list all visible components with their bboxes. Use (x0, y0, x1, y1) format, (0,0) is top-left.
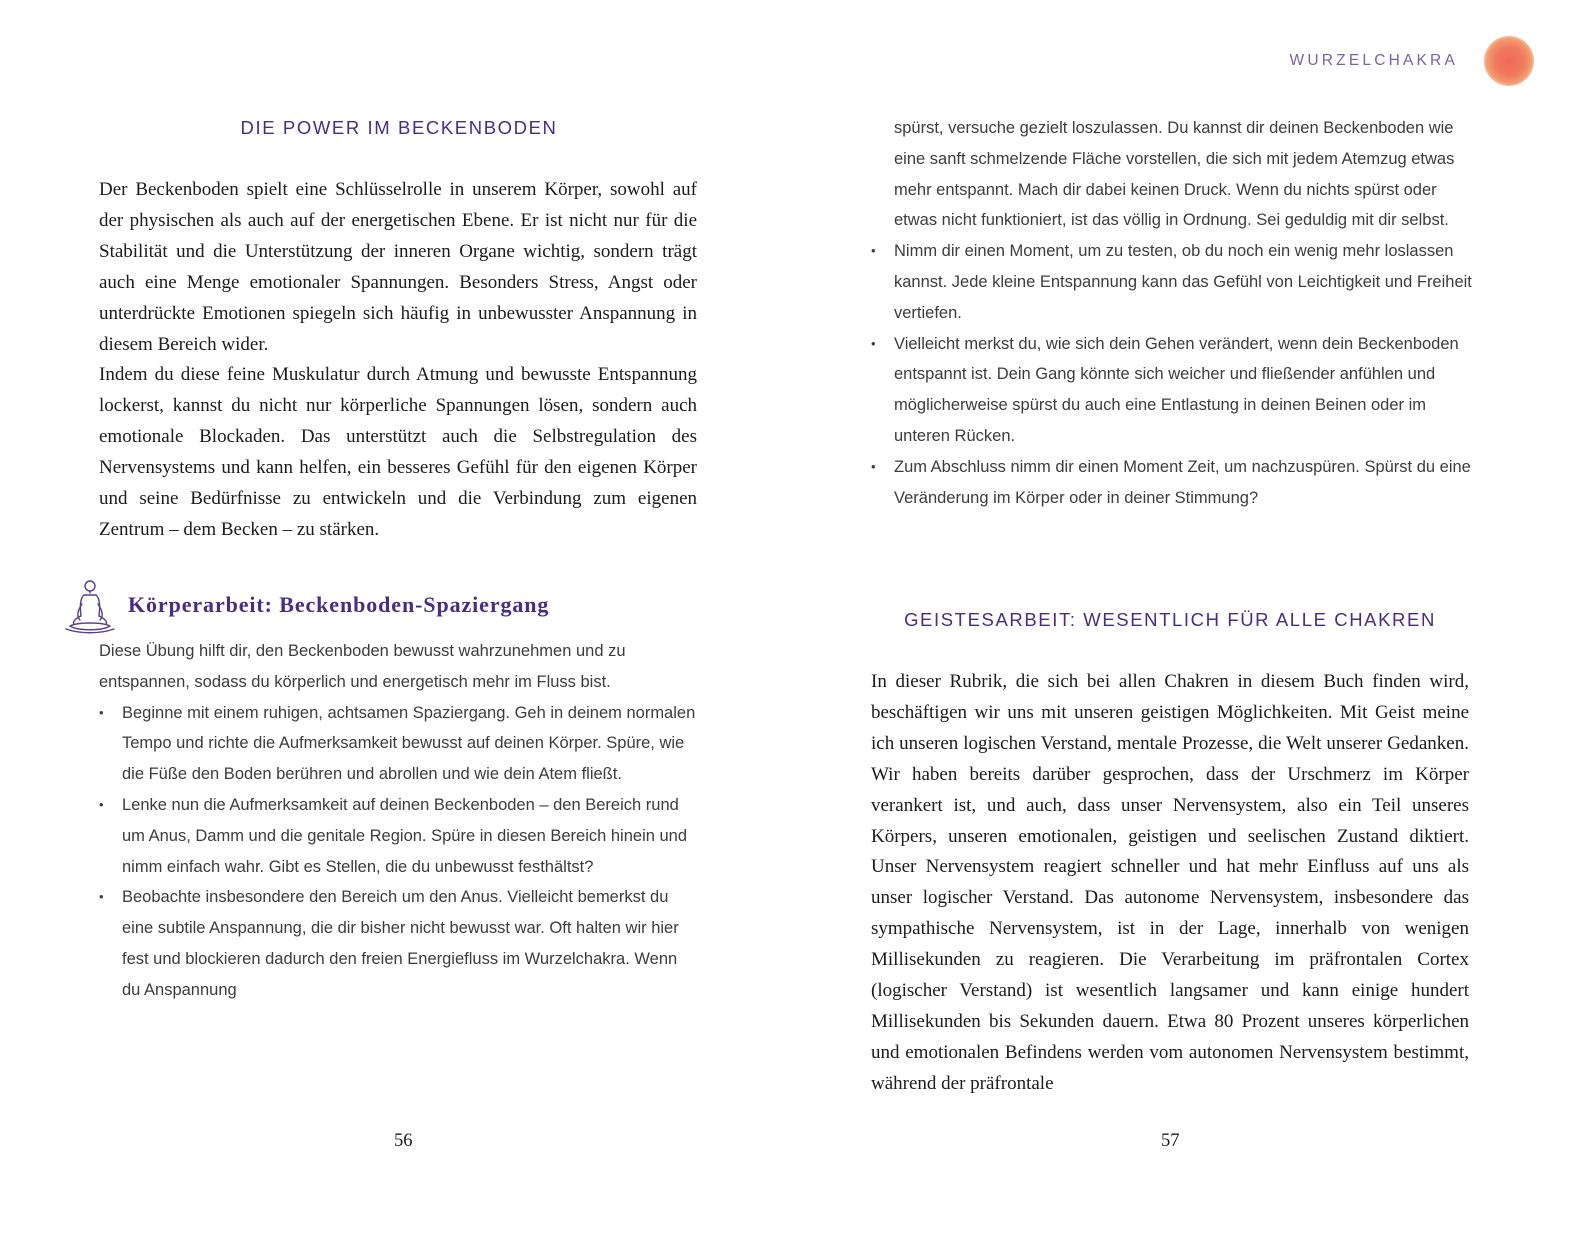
power-body-text (99, 175, 697, 546)
exercise-intro: Diese Übung hilft dir, den Beckenboden bewusst wahrzunehmen und zu entspannen, sodass du körperlich und energetisch mehr im Fluss bist. (99, 642, 626, 691)
list-item: • Beobachte insbesondere den Bereich um den Anus. Vielleicht bemerkst du eine subtile Anspannung, die dir bisher nicht bewusst war. Oft halten wir hier fest und blockieren dadurch den freien Energiefluss im Wurzelchakra. Wenn du Anspannung (99, 882, 699, 1005)
exercise-body (99, 636, 699, 1006)
list-item: • Lenke nun die Aufmerksamkeit auf deinen Beckenboden – den Bereich rund um Anus, Damm und die genitale Region. Spüre in diesen Bereich hinein und nimm einfach wahr. Gibt es Stellen, die du unbewusst festhältst? (99, 790, 699, 882)
exercise-steps (99, 698, 699, 1006)
section-heading-power: DIE POWER IM BECKENBODEN (240, 117, 558, 138)
exercise-continuation (871, 113, 1475, 513)
power-paragraph: Indem du diese feine Muskulatur durch Atmung und bewusste Entspannung lockerst, kannst du nicht nur körperliche Spannungen lösen, sondern auch emotionale Blockaden. Das unterstützt auch die Selbstregulation des Nervensystems und kann helfen, ein besseres Gefühl für den eigenen Körper und seine Bedürfnisse zu entwickeln und die Verbindung zum eigenen Zentrum – dem Becken – zu stärken. (99, 364, 697, 540)
right-page (797, 0, 1594, 1240)
list-item: • Nimm dir einen Moment, um zu testen, ob du noch ein wenig mehr loslassen kannst. Jede kleine Entspannung kann das Gefühl von Leichtigkeit und Freiheit vertiefen. (871, 236, 1475, 328)
continued-step: spürst, versuche gezielt loszulassen. Du kannst dir deinen Beckenboden wie eine sanft schmelzende Fläche vorstellen, die sich mit jedem Atemzug etwas mehr entspannt. Mach dir dabei keinen Druck. Wenn du nichts spürst oder etwas nicht funktioniert, ist das völlig in Ordnung. Sei geduldig mit dir selbst. (894, 119, 1455, 230)
list-item: • Zum Abschluss nimm dir einen Moment Zeit, um nachzuspüren. Spürst du eine Veränderung im Körper oder in deiner Stimmung? (871, 452, 1475, 514)
power-paragraph: Der Beckenboden spielt eine Schlüsselrolle in unserem Körper, sowohl auf der physischen als auch auf der energetischen Ebene. Er ist nicht nur für die Stabilität und die Unterstützung der inneren Organe wichtig, sondern trägt auch eine Menge emotionaler Spannungen. Besonders Stress, Angst oder unterdrückte Emotionen spiegeln sich häufig in unbewusster Anspannung in diesem Bereich wider. (99, 179, 697, 355)
page-number-left: 56 (394, 1131, 413, 1151)
list-item: • Vielleicht merkst du, wie sich dein Gehen verändert, wenn dein Beckenboden entspannt ist. Dein Gang könnte sich weicher und fließender anfühlen und möglicherweise spürst du auch eine Entlastung in deinen Beinen oder im unteren Rücken. (871, 329, 1475, 452)
root-chakra-marker-icon (1484, 36, 1534, 86)
running-head: WURZELCHAKRA (1289, 52, 1458, 69)
exercise-title: Körperarbeit: Beckenboden-Spaziergang (128, 592, 550, 617)
meditation-icon (62, 578, 118, 634)
section-heading-geist: GEISTESARBEIT: WESENTLICH FÜR ALLE CHAKREN (904, 609, 1436, 630)
list-item: • Beginne mit einem ruhigen, achtsamen Spaziergang. Geh in deinem normalen Tempo und richte die Aufmerksamkeit bewusst auf deinen Körper. Spüre, wie die Füße den Boden berühren und abrollen und wie dein Atem fließt. (99, 698, 699, 790)
page-number-right: 57 (1161, 1131, 1180, 1151)
geist-paragraph: In dieser Rubrik, die sich bei allen Chakren in diesem Buch finden wird, beschäftigen wir uns mit unseren geistigen Möglichkeiten. Mit Geist meine ich unseren logischen Verstand, mentale Prozesse, die Welt unserer Gedanken. Wir haben bereits darüber gesprochen, dass der Urschmerz im Körper verankert ist, und auch, dass unser Nervensystem, also ein Teil unseres Körpers, unseren emotionalen, geistigen und seelischen Zustand diktiert. Unser Nervensystem reagiert schneller und hat mehr Einfluss auf uns als unser logischer Verstand. Das autonome Nervensystem, insbesondere das sympathische Nervensystem, ist in der Lage, innerhalb von wenigen Millisekunden zu reagieren. Die Verarbeitung im präfrontalen Cortex (logischer Verstand) ist wesentlich langsamer und kann einige hundert Millisekunden bis Sekunden dauern. Etwa 80 Prozent unseres körperlichen und emotionalen Befindens werden vom autonomen Nervensystem bestimmt, während der präfrontale (871, 671, 1469, 1094)
exercise-header (62, 578, 702, 636)
exercise-steps-continued (871, 236, 1475, 513)
geist-body-text (871, 667, 1469, 1100)
